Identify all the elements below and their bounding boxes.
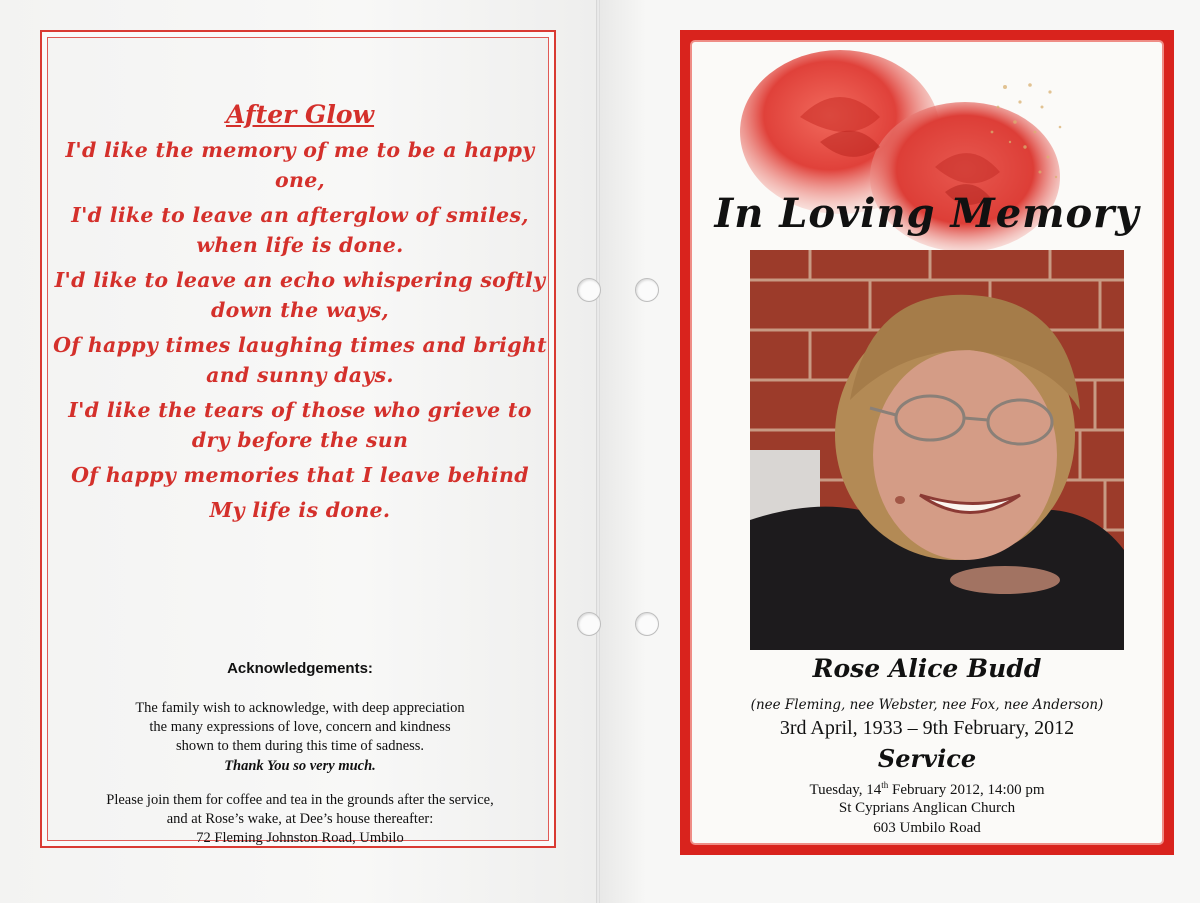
right-page-border	[680, 30, 1174, 855]
acknowledgements-line: the many expressions of love, concern and kindness	[149, 719, 451, 735]
poem-line: Of happy memories that I leave behind	[71, 463, 529, 487]
wake-address: 72 Fleming Johnston Road, Umbilo	[196, 830, 404, 846]
deceased-name: Rose Alice Budd	[812, 654, 1042, 683]
in-loving-memory-title: In Loving Memory	[714, 190, 1140, 237]
poem-line: I'd like to leave an afterglow of smiles, when life is done.	[71, 203, 529, 257]
invitation-line: and at Rose’s wake, at Dee’s house thereafter:	[166, 811, 434, 827]
poem	[46, 100, 554, 530]
service-date-time: Tuesday, 14th February 2012, 14:00 pm	[809, 780, 1045, 798]
service-address: 603 Umbilo Road	[873, 820, 981, 836]
service-venue: St Cyprians Anglican Church	[838, 800, 1016, 816]
left-page	[0, 0, 598, 903]
portrait-photo	[750, 250, 1124, 650]
poem-title: After Glow	[225, 100, 375, 129]
acknowledgements-line: shown to them during this time of sadness.	[175, 738, 425, 754]
service-heading: Service	[877, 744, 977, 773]
punch-hole	[577, 278, 601, 302]
poem-line: My life is done.	[209, 498, 391, 522]
acknowledgements-title: Acknowledgements:	[227, 660, 373, 677]
poem-line: I'd like the tears of those who grieve to dry before the sun	[68, 398, 532, 452]
acknowledgements-line: The family wish to acknowledge, with deep appreciation	[135, 700, 465, 716]
invitation-line: Please join them for coffee and tea in the grounds after the service,	[106, 792, 494, 808]
punch-hole	[635, 278, 659, 302]
thank-you-line: Thank You so very much.	[224, 758, 376, 774]
acknowledgements	[46, 660, 554, 848]
poem-line: I'd like the memory of me to be a happy one,	[65, 138, 535, 192]
poem-line: Of happy times laughing times and bright and sunny days.	[53, 333, 547, 387]
right-page	[598, 0, 1200, 903]
punch-hole	[635, 612, 659, 636]
card-face	[692, 42, 1162, 843]
maiden-names: (nee Fleming, nee Webster, nee Fox, nee Anderson)	[750, 697, 1104, 713]
poem-line: I'd like to leave an echo whispering softly down the ways,	[54, 268, 546, 322]
page-fold	[596, 0, 600, 903]
life-dates: 3rd April, 1933 – 9th February, 2012	[779, 717, 1075, 739]
punch-hole	[577, 612, 601, 636]
